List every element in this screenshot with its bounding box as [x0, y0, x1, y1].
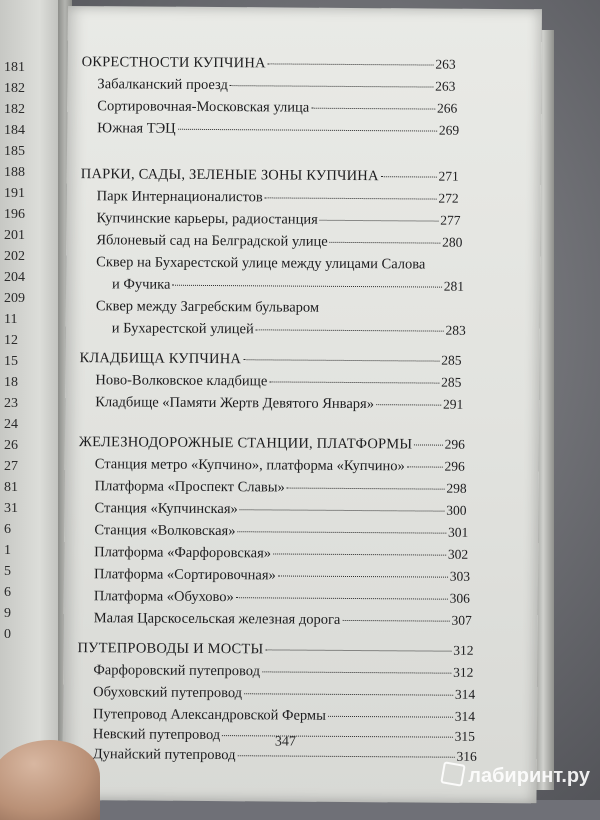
left-page-number: 18 [4, 375, 18, 390]
toc-heading: КЛАДБИЩА КУПЧИНА 285 [79, 350, 462, 368]
left-page-number: 185 [4, 144, 25, 159]
left-page-number: 9 [4, 606, 11, 621]
left-page-number: 202 [4, 249, 25, 264]
left-page-number: 201 [4, 228, 25, 243]
toc-entry-line1: Сквер между Загребским бульваром [95, 298, 320, 316]
left-page-number: 6 [4, 585, 11, 600]
left-page-number: 23 [4, 396, 18, 411]
left-page-number: 12 [4, 333, 18, 348]
toc-entry: Купчинские карьеры, радиостанция 277 [96, 210, 461, 228]
left-page-number: 26 [4, 438, 18, 453]
toc-heading: ОКРЕСТНОСТИ КУПЧИНА 263 [81, 54, 456, 72]
left-page-number: 196 [4, 207, 25, 222]
left-page-number: 15 [4, 354, 18, 369]
toc-entry: Кладбище «Памяти Жертв Девятого Января» 291 [95, 394, 464, 413]
left-page-number: 31 [4, 501, 18, 516]
toc-entry: Малая Царскосельская железная дорога 307 [93, 610, 472, 628]
left-page-number: 209 [4, 291, 25, 306]
toc-entry: Парк Интернационалистов 272 [96, 188, 459, 206]
left-page-number: 27 [4, 459, 18, 474]
toc-entry: Фарфоровский путепровод 312 [93, 662, 474, 680]
toc-heading: ПУТЕПРОВОДЫ И МОСТЫ 312 [77, 640, 474, 658]
left-page-number: 181 [4, 60, 25, 75]
toc-heading: ПАРКИ, САДЫ, ЗЕЛЕНЫЕ ЗОНЫ КУПЧИНА 271 [80, 166, 459, 185]
left-page-number: 6 [4, 522, 11, 537]
toc-page [62, 6, 542, 803]
toc-entry: Ново-Волковское кладбище 285 [95, 372, 462, 390]
toc-entry: Платформа «Фарфоровская» 302 [94, 544, 469, 562]
toc-heading: ЖЕЛЕЗНОДОРОЖНЫЕ СТАНЦИИ, ПЛАТФОРМЫ 296 [78, 434, 466, 453]
left-page-number: 0 [4, 627, 11, 642]
toc-entry-line1: Сквер на Бухарестской улице между улицами Салова [96, 254, 426, 273]
left-page-number: 24 [4, 417, 18, 432]
toc-entry: Платформа «Проспект Славы» 298 [94, 478, 467, 496]
left-page-number: 1 [4, 543, 11, 558]
toc-entry: Забалканский проезд 263 [97, 76, 456, 94]
toc-entry: Станция «Купчинская» 300 [94, 500, 467, 518]
watermark [442, 763, 590, 788]
toc-entry: Обуховский путепровод 314 [93, 684, 476, 702]
left-page-number: 81 [4, 480, 18, 495]
left-page-number: 191 [4, 186, 25, 201]
toc-entry: Платформа «Сортировочная» 303 [93, 566, 471, 584]
toc-entry: Станция метро «Купчино», платформа «Купчино» 296 [94, 456, 465, 475]
left-page-number: 184 [4, 123, 25, 138]
toc-entry: и Фучика 281 [112, 276, 465, 294]
thumb [0, 740, 100, 820]
watermark-text: лабиринт.ру [468, 765, 590, 787]
toc-entry: Невский путепровод 315 [92, 726, 475, 744]
left-page-number: 182 [4, 81, 25, 96]
table-of-contents [62, 6, 542, 803]
labirint-logo-icon [441, 761, 466, 786]
toc-entry: Путепровод Александровской Фермы 314 [93, 706, 476, 724]
toc-entry: Яблоневый сад на Белградской улице 280 [96, 232, 463, 250]
toc-entry: Станция «Волковская» 301 [94, 522, 469, 540]
left-page-edge [0, 0, 66, 800]
left-page-number: 204 [4, 270, 25, 285]
toc-entry: Дунайский путепровод 316 [92, 746, 477, 764]
toc-entry: Южная ТЭЦ 269 [97, 120, 460, 138]
toc-entry: Сортировочная-Московская улица 266 [97, 98, 458, 116]
toc-entry: Платформа «Обухово» 306 [93, 588, 470, 606]
toc-entry: и Бухарестской улицей 283 [111, 320, 466, 338]
left-page-number: 5 [4, 564, 11, 579]
left-page-number: 188 [4, 165, 25, 180]
left-page-number: 182 [4, 102, 25, 117]
left-page-number: 11 [4, 312, 18, 327]
page-number: 347 [274, 734, 296, 750]
